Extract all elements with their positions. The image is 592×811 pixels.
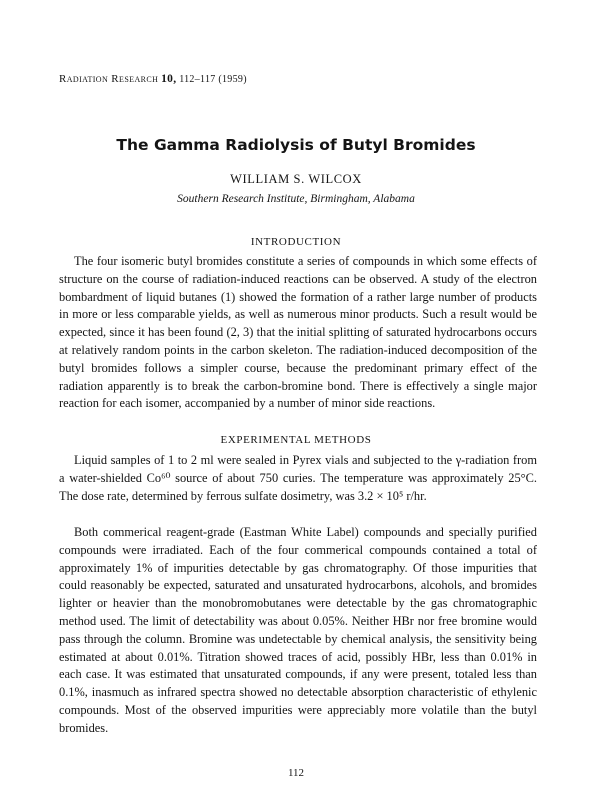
page-number: 112 [287, 767, 305, 779]
journal-pages-year: 112–117 (1959) [179, 74, 247, 85]
journal-volume: 10, [161, 73, 177, 85]
article-author: WILLIAM S. WILCOX [230, 172, 362, 186]
author-affiliation: Southern Research Institute, Birmingham, Alabama [177, 193, 415, 205]
methods-paragraph-1: Liquid samples of 1 to 2 ml were sealed in Pyrex vials and subjected to the γ-radiation from a water-shielded Co⁶⁰ source of about 750 curies. The temperature was approximately 25°C. The dose rate, determined by ferrous sulfate dosimetry, was 3.2 × 10⁵ r/hr. [59, 453, 537, 503]
article-title: The Gamma Radiolysis of Butyl Bromides [116, 136, 476, 154]
journal-name: Radiation Research [59, 73, 159, 85]
section-heading-introduction: INTRODUCTION [250, 236, 342, 248]
journal-citation [59, 73, 247, 85]
methods-paragraph-2: Both commerical reagent-grade (Eastman White Label) compounds and specially purified compounds were irradiated. Each of the four commerical compounds contained a total of approximately 1% of impurities detectable by gas chromatography. Of those impurities that could reasonably be expected, saturated and unsaturated hydrocarbons, alcohols, and bromides lighter or heavier than the monobromobutanes were detectable by the gas chromatographic method used. The limit of detectability was about 0.05%. Neither HBr nor free bromine would pass through the column. Bromine was undetectable by chemical analysis, the sensitivity being estimated at about 0.01%. Titration showed traces of acid, possibly HBr, less than 0.01% in each case. It was estimated that unsaturated compounds, if any were present, totaled less than 0.1%, inasmuch as infrared spectra showed no detectable absorption characteristic of ethylenic compounds. Most of the observed impurities were appreciably more volatile than the butyl bromides. [59, 525, 537, 735]
introduction-paragraph: The four isomeric butyl bromides constitute a series of compounds in which some effects of structure on the course of radiation-induced reactions can be observed. A study of the electron bombardment of liquid butanes (1) showed the formation of a rather large number of products in more or less comparable yields, as well as numerous minor products. Such a result would be expected, since it has been found (2, 3) that the initial splitting of saturated hydrocarbons occurs at relatively random points in the carbon skeleton. The radiation-induced decomposition of the butyl bromides follows a simpler course, because the predominant primary effect of the radiation apparently is to break the carbon-bromine bond. There is effectively a single major reaction for each isomer, accompanied by a number of minor side reactions. [59, 254, 537, 411]
section-heading-experimental-methods: EXPERIMENTAL METHODS [220, 434, 372, 446]
